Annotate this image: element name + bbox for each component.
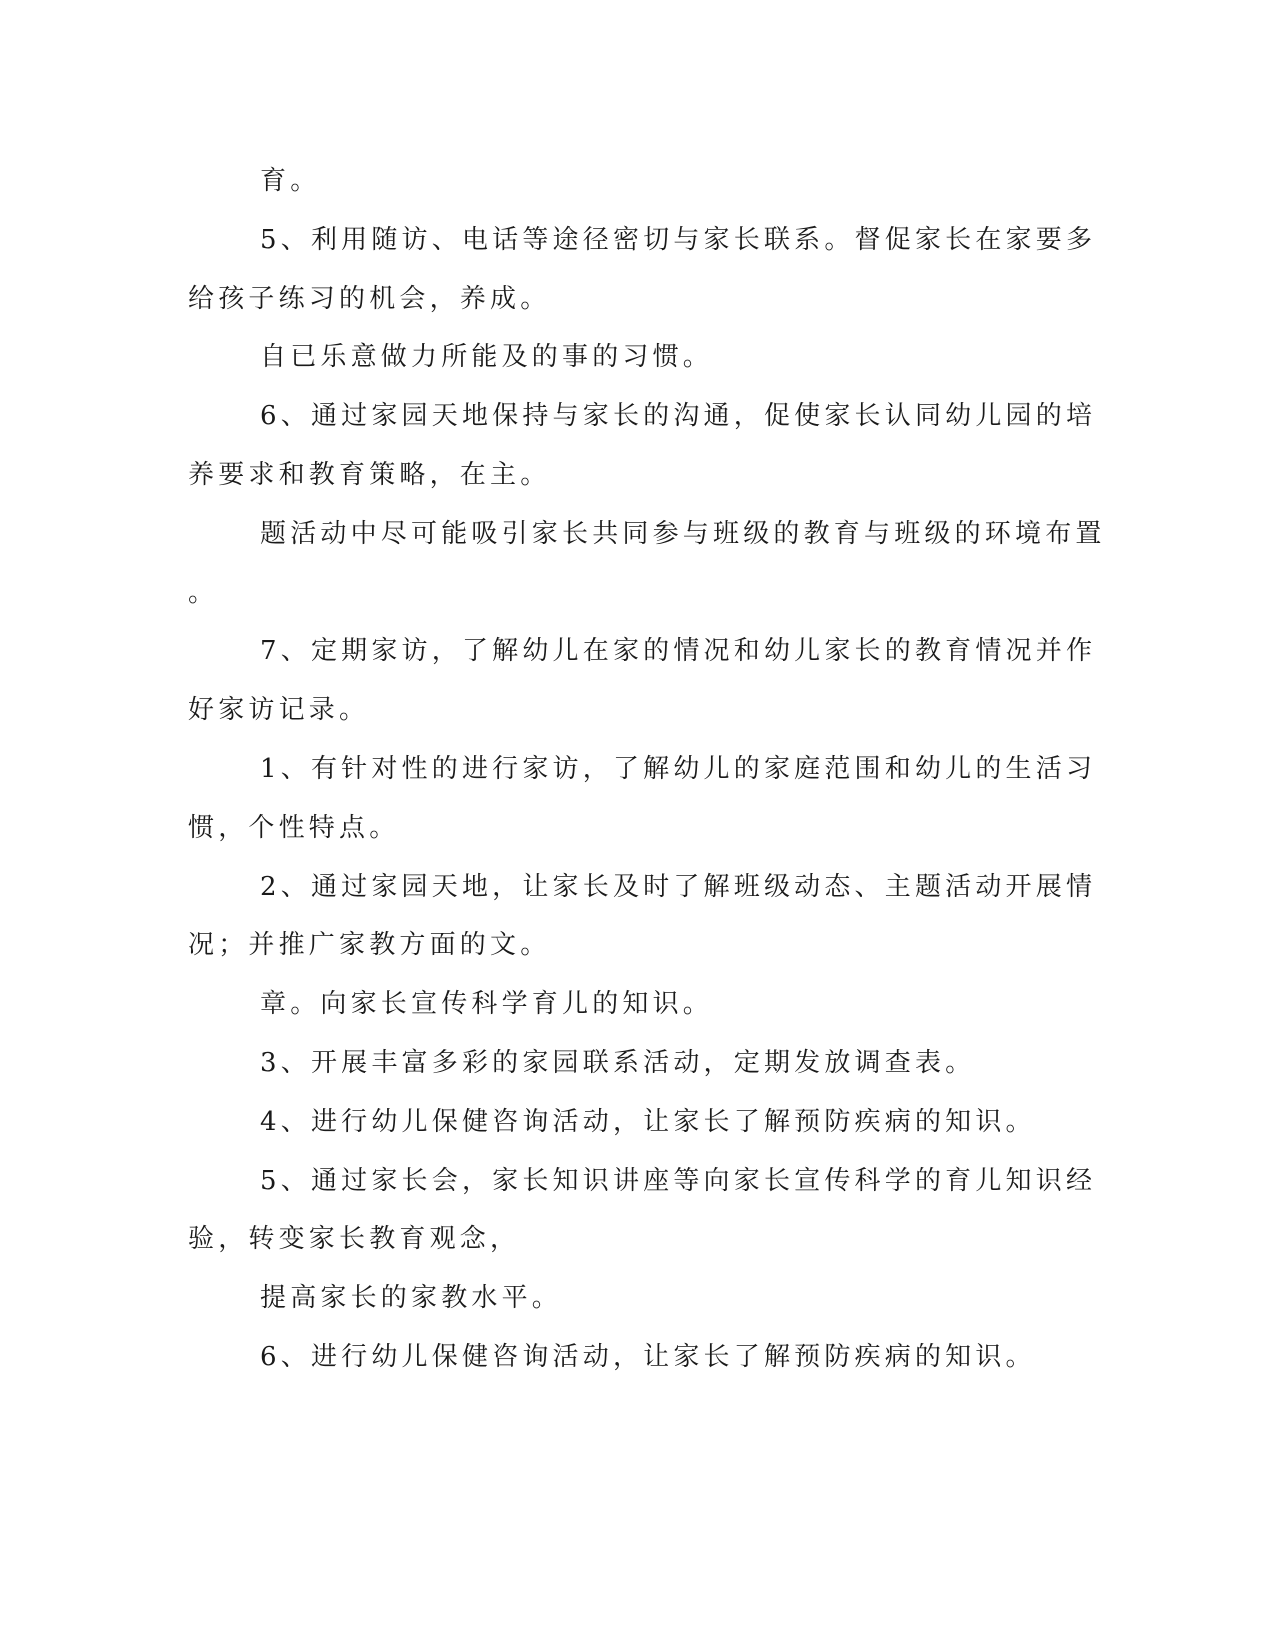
text-line: 5、通过家长会，家长知识讲座等向家长宣传科学的育儿知识经 [260,1166,1097,1196]
text-line: 验，转变家长教育观念， [188,1224,521,1254]
text-line: 5、利用随访、电话等途径密切与家长联系。督促家长在家要多 [260,225,1097,255]
text-line: 4、进行幼儿保健咨询活动，让家长了解预防疾病的知识。 [260,1107,1036,1137]
text-line: 提高家长的家教水平。 [260,1283,563,1313]
text-line: 7、定期家访，了解幼儿在家的情况和幼儿家长的教育情况并作 [260,636,1097,666]
text-line: 题活动中尽可能吸引家长共同参与班级的教育与班级的环境布置 [260,519,1106,549]
text-line: 给孩子练习的机会，养成。 [188,284,551,314]
text-line: 1、有针对性的进行家访，了解幼儿的家庭范围和幼儿的生活习 [260,754,1097,784]
text-line: 养要求和教育策略，在主。 [188,460,551,490]
text-line: 惯，个性特点。 [188,813,400,843]
text-line: 3、开展丰富多彩的家园联系活动，定期发放调查表。 [260,1048,976,1078]
text-line: 育。 [260,166,321,196]
text-line: 章。向家长宣传科学育儿的知识。 [260,989,714,1019]
text-line: 2、通过家园天地，让家长及时了解班级动态、主题活动开展情 [260,872,1097,902]
text-line: 6、进行幼儿保健咨询活动，让家长了解预防疾病的知识。 [260,1342,1036,1372]
text-line: 好家访记录。 [188,695,370,725]
text-line: 。 [188,578,219,608]
text-line: 况；并推广家教方面的文。 [188,930,551,960]
text-line: 自已乐意做力所能及的事的习惯。 [260,342,714,372]
text-line: 6、通过家园天地保持与家长的沟通，促使家长认同幼儿园的培 [260,401,1097,431]
